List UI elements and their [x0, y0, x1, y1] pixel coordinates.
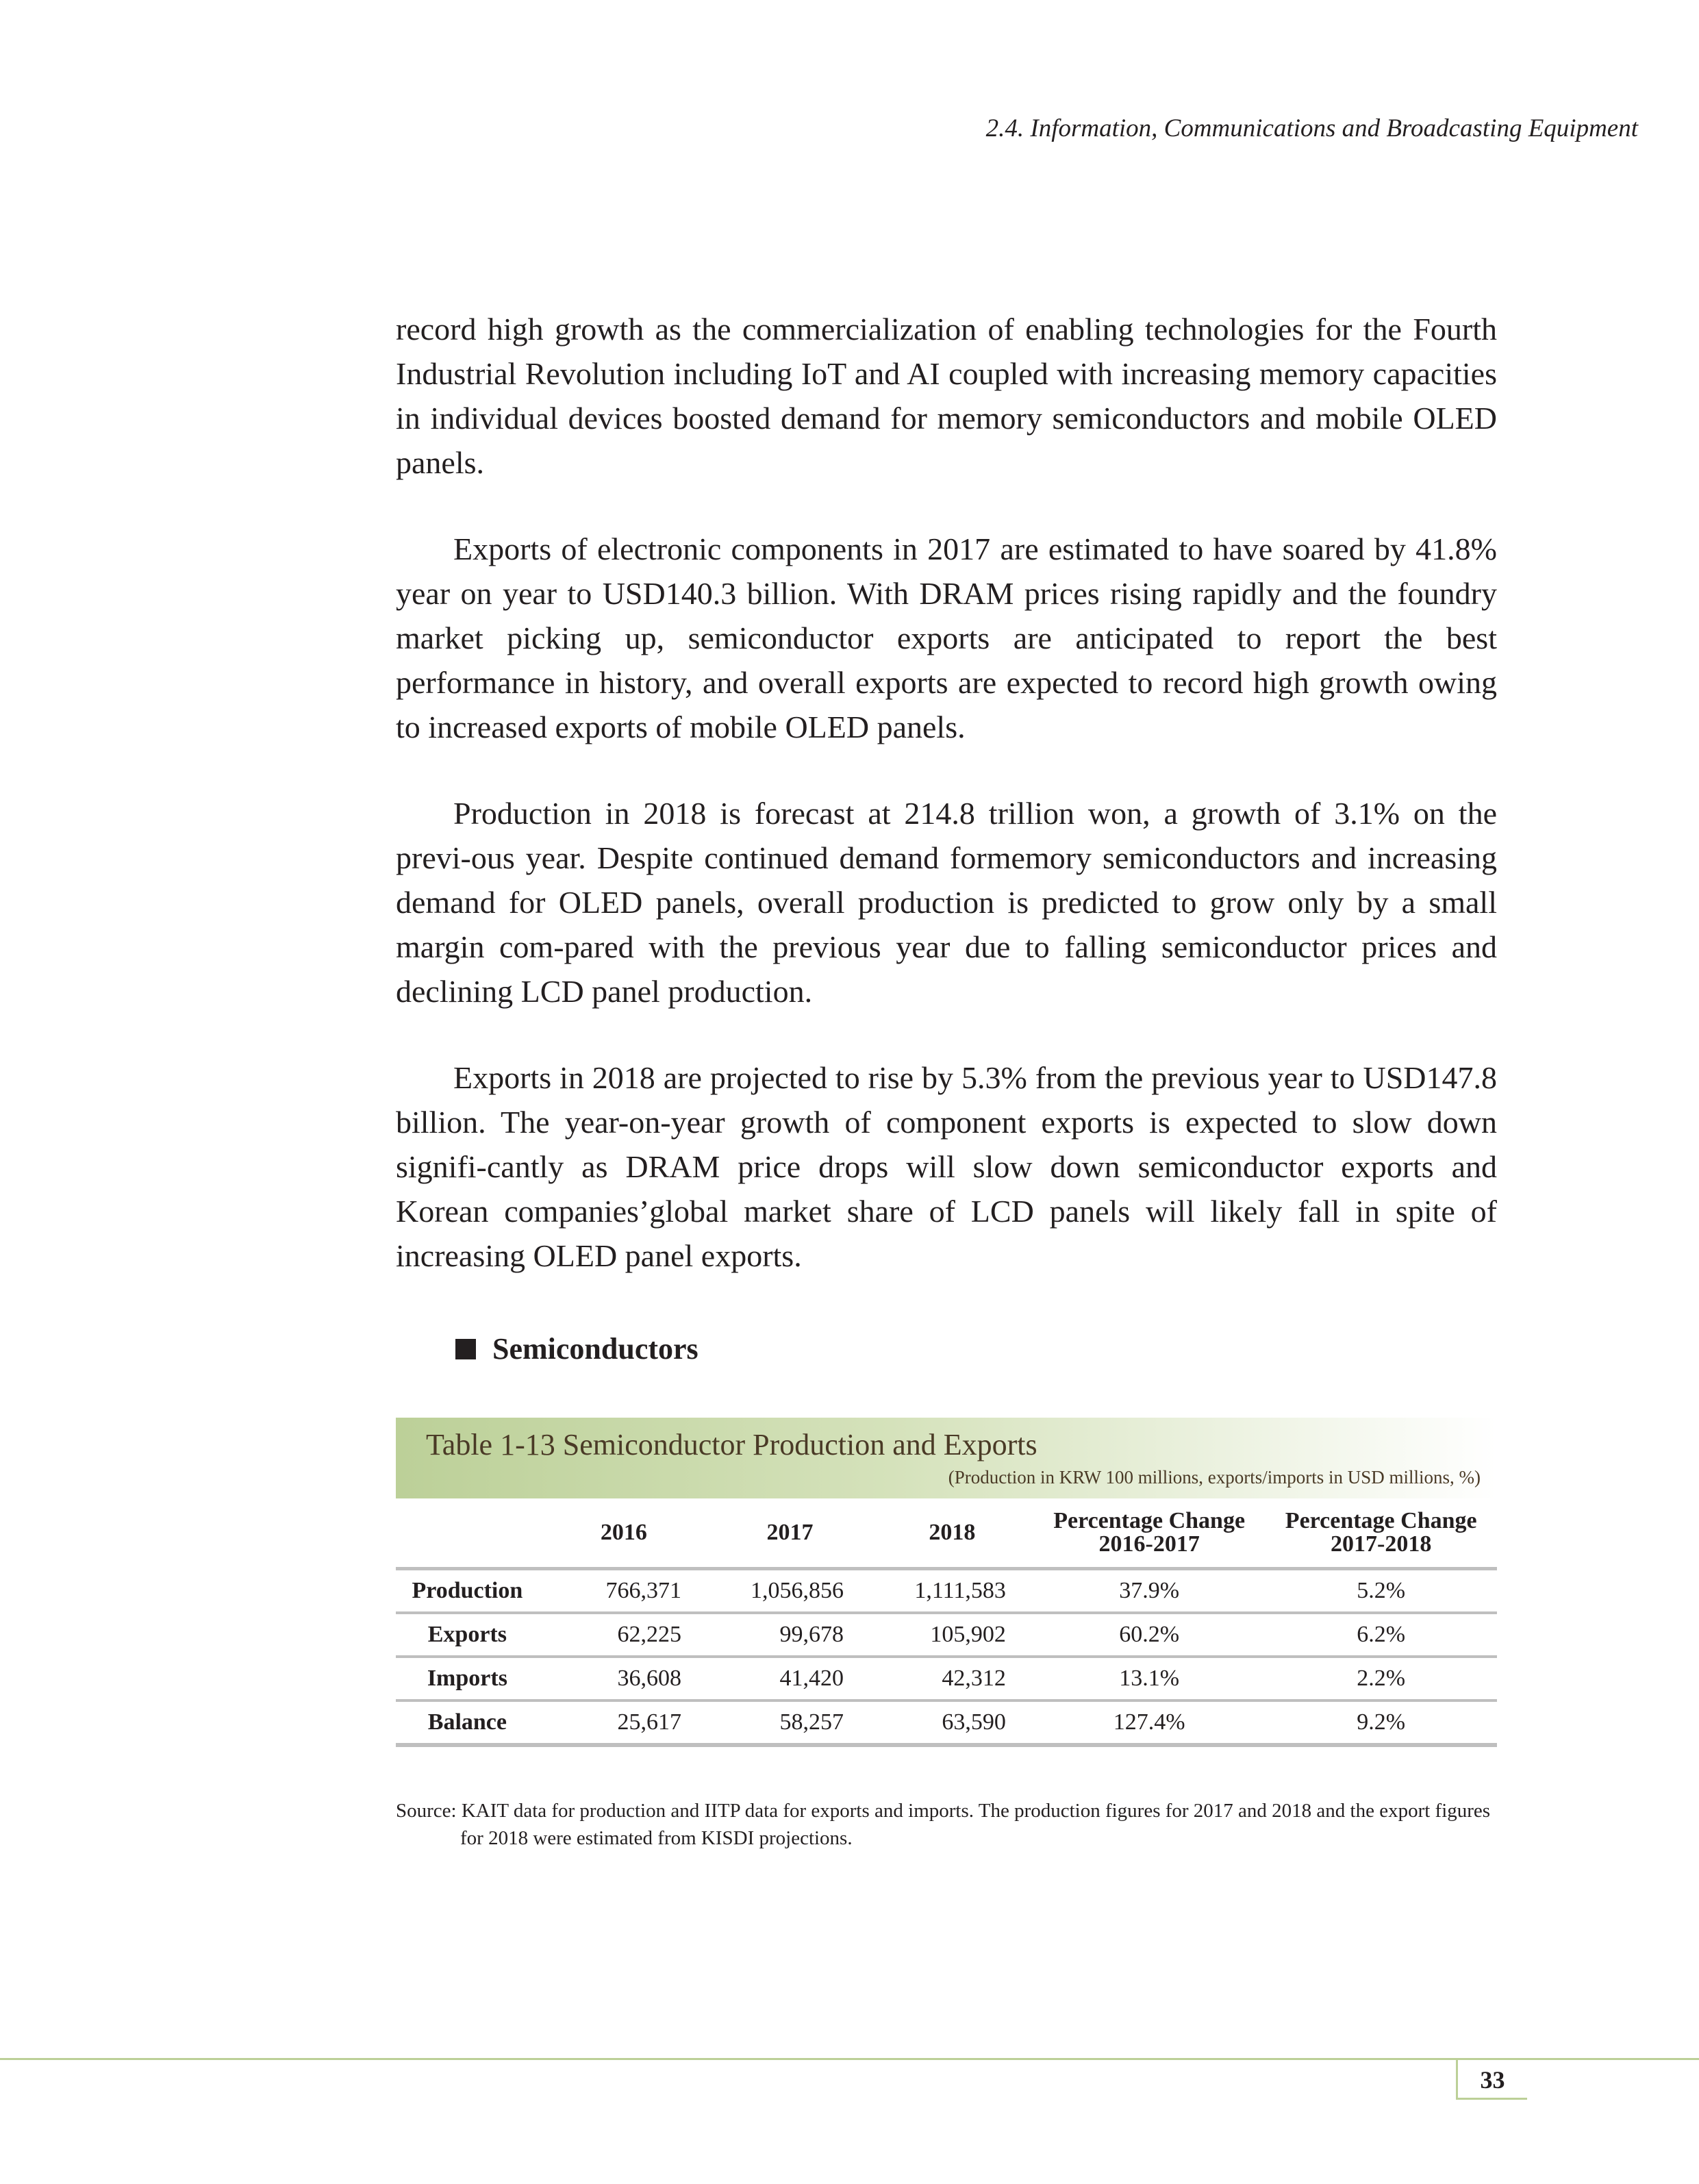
column-header: [1033, 1498, 1266, 1569]
table-cell: 60.2%: [1033, 1613, 1266, 1657]
table-cell: 36,608: [539, 1657, 709, 1700]
table-row: [396, 1613, 1497, 1657]
table-cell: 13.1%: [1033, 1657, 1266, 1700]
column-header: 2018: [871, 1498, 1033, 1569]
column-header-sub: 2017-2018: [1331, 1531, 1432, 1557]
table-cell: 62,225: [539, 1613, 709, 1657]
table-cell: 37.9%: [1033, 1569, 1266, 1614]
section-heading-label: Semiconductors: [492, 1332, 699, 1366]
table-row: [396, 1569, 1497, 1614]
column-header-empty: [396, 1498, 539, 1569]
row-label: Imports: [396, 1657, 539, 1700]
column-header: [1265, 1498, 1497, 1569]
row-label: Production: [396, 1569, 539, 1614]
table-header-row: [396, 1498, 1497, 1569]
column-header: 2017: [709, 1498, 871, 1569]
table-cell: 1,111,583: [871, 1569, 1033, 1614]
page-number: 33: [1456, 2060, 1527, 2100]
body-text: [396, 307, 1497, 1320]
column-header-line: Percentage Change: [1285, 1508, 1477, 1533]
table-cell: 63,590: [871, 1700, 1033, 1745]
paragraph: Production in 2018 is forecast at 214.8 trillion won, a growth of 3.1% on the previ-ous year. Despite continued demand formemory semiconductors and increasing demand for OLED panels, overall production is predicted to grow only by a small margin com-pared with the previous year due to falling semiconductor prices and declining LCD panel production.: [396, 796, 1497, 1009]
table-cell: 2.2%: [1265, 1657, 1497, 1700]
table-cell: 42,312: [871, 1657, 1033, 1700]
row-label: Exports: [396, 1613, 539, 1657]
source-note: Source: KAIT data for production and IITP data for exports and imports. The production figures for 2017 and 2018 and the export figures for 2018 were estimated from KISDI projections.: [396, 1800, 1491, 1849]
column-header: 2016: [539, 1498, 709, 1569]
section-heading: [455, 1331, 699, 1366]
table-row: [396, 1657, 1497, 1700]
table-cell: 9.2%: [1265, 1700, 1497, 1745]
table-cell: 41,420: [709, 1657, 871, 1700]
table-cell: 25,617: [539, 1700, 709, 1745]
table-cell: 127.4%: [1033, 1700, 1266, 1745]
table-title-band: [396, 1418, 1497, 1498]
table-cell: 1,056,856: [709, 1569, 871, 1614]
table-cell: 58,257: [709, 1700, 871, 1745]
paragraph: Exports in 2018 are projected to rise by 5.3% from the previous year to USD147.8 billion. The year-on-year growth of component exports is expected to slow down signifi-cantly as DRAM price drops will slow down semiconductor exports and Korean companies’global market share of LCD panels will likely fall in spite of increasing OLED panel exports.: [396, 1060, 1497, 1273]
column-header-sub: 2016-2017: [1098, 1531, 1200, 1557]
table-unit-note: (Production in KRW 100 millions, exports/imports in USD millions, %): [948, 1467, 1481, 1488]
table-cell: 105,902: [871, 1613, 1033, 1657]
table-title: Table 1-13 Semiconductor Production and Exports: [426, 1428, 1037, 1461]
paragraph: Exports of electronic components in 2017 are estimated to have soared by 41.8% year on year to USD140.3 billion. With DRAM prices rising rapidly and the foundry market picking up, semiconductor exports are anticipated to report the best performance in history, and overall exports are expected to record high growth owing to increased exports of mobile OLED panels.: [396, 531, 1497, 744]
data-table: [396, 1498, 1497, 1747]
footer-rule: [0, 2058, 1699, 2060]
column-header-line: Percentage Change: [1053, 1508, 1246, 1533]
paragraph: record high growth as the commercialization of enabling technologies for the Fourth Industrial Revolution including IoT and AI coupled with increasing memory capacities in individual devices boosted demand for memory semiconductors and mobile OLED panels.: [396, 312, 1497, 480]
table-cell: 99,678: [709, 1613, 871, 1657]
table-cell: 6.2%: [1265, 1613, 1497, 1657]
table-cell: 5.2%: [1265, 1569, 1497, 1614]
row-label: Balance: [396, 1700, 539, 1745]
square-bullet-icon: [455, 1339, 476, 1359]
table-row: [396, 1700, 1497, 1745]
table-cell: 766,371: [539, 1569, 709, 1614]
running-header: 2.4. Information, Communications and Broadcasting Equipment: [985, 114, 1638, 142]
